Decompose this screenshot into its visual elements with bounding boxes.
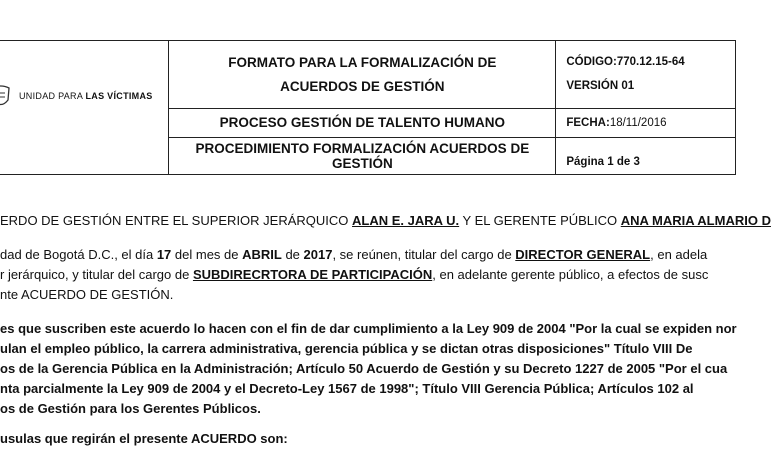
superior-position: DIRECTOR GENERAL bbox=[515, 247, 651, 262]
clauses-intro: usulas que regirán el presente ACUERDO son: bbox=[0, 431, 288, 446]
header-table bbox=[0, 40, 736, 175]
paragraph-1-line-2 bbox=[0, 267, 708, 282]
code-label: CÓDIGO:770.12.15-64 bbox=[566, 56, 685, 69]
agreement-title-text: ERDO DE GESTIÓN ENTRE EL SUPERIOR JERÁRQUICO bbox=[0, 213, 353, 228]
agreement-title-line bbox=[0, 213, 771, 228]
coat-of-arms-icon bbox=[0, 85, 11, 111]
page-number: Página 1 de 3 bbox=[566, 156, 640, 168]
paragraph-2-line-2: ulan el empleo público, la carrera administrativa, gerencia pública y se dictan otras disposiciones" Título VIII De bbox=[0, 341, 693, 356]
date-value: 18/11/2016 bbox=[609, 116, 667, 129]
text-span: del mes de bbox=[171, 247, 243, 262]
format-title-line1: FORMATO PARA LA FORMALIZACIÓN DE bbox=[228, 54, 497, 70]
process-cell bbox=[169, 108, 556, 137]
date-label: FECHA: bbox=[566, 116, 610, 129]
logo-text-bold: LAS VÍCTIMAS bbox=[85, 91, 153, 101]
text-span: , en adelante gerente público, a efectos de susc bbox=[432, 267, 709, 282]
logo-cell bbox=[0, 41, 169, 175]
day-value: 17 bbox=[156, 247, 172, 262]
manager-name: ANA MARIA ALMARIO D bbox=[620, 213, 771, 228]
paragraph-2-line-4: nta parcialmente la Ley 909 de 2004 y el Decreto-Ley 1567 de 1998"; Título VIII Gerencia Pública; Artículos 102 al bbox=[0, 381, 694, 396]
version-label: VERSIÓN 01 bbox=[566, 80, 635, 93]
text-span: , se reúnen, titular del cargo de bbox=[332, 247, 516, 262]
text-span: dad de Bogotá D.C., el día bbox=[0, 247, 157, 262]
year-value: 2017 bbox=[303, 247, 333, 262]
process-title: PROCESO GESTIÓN DE TALENTO HUMANO bbox=[219, 115, 505, 131]
superior-name: ALAN E. JARA U. bbox=[352, 213, 460, 228]
paragraph-1-line-1 bbox=[0, 247, 707, 262]
date-cell bbox=[556, 108, 736, 137]
manager-position: SUBDIRECRTORA DE PARTICIPACIÓN bbox=[192, 267, 433, 282]
agreement-title-join: Y EL GERENTE PÚBLICO bbox=[459, 213, 621, 228]
text-span: de bbox=[281, 247, 304, 262]
text-span: r jerárquico, y titular del cargo de bbox=[0, 267, 193, 282]
paragraph-1-line-3: nte ACUERDO DE GESTIÓN. bbox=[0, 287, 174, 302]
text-span: , en adela bbox=[650, 247, 708, 262]
paragraph-2-line-3: os de la Gerencia Pública en la Administración; Artículo 50 Acuerdo de Gestión y su Decreto 1227 de 2005 "Por el cua bbox=[0, 361, 728, 376]
logo-text-normal: UNIDAD PARA bbox=[19, 91, 83, 101]
page-cell bbox=[556, 137, 736, 174]
document-header bbox=[0, 40, 740, 175]
logo-text bbox=[19, 91, 153, 101]
format-title-line2: ACUERDOS DE GESTIÓN bbox=[280, 78, 445, 94]
paragraph-2-line-1: es que suscriben este acuerdo lo hacen con el fin de dar cumplimiento a la Ley 909 de 2004 "Por la cual se expiden nor bbox=[0, 321, 737, 336]
code-version-cell bbox=[556, 41, 736, 109]
paragraph-2-line-5: os de Gestión para los Gerentes Públicos. bbox=[0, 401, 261, 416]
procedure-cell bbox=[169, 137, 556, 174]
format-title-cell bbox=[169, 41, 556, 109]
procedure-title: PROCEDIMIENTO FORMALIZACIÓN ACUERDOS DE GESTIÓN bbox=[195, 140, 530, 171]
month-value: ABRIL bbox=[242, 247, 282, 262]
